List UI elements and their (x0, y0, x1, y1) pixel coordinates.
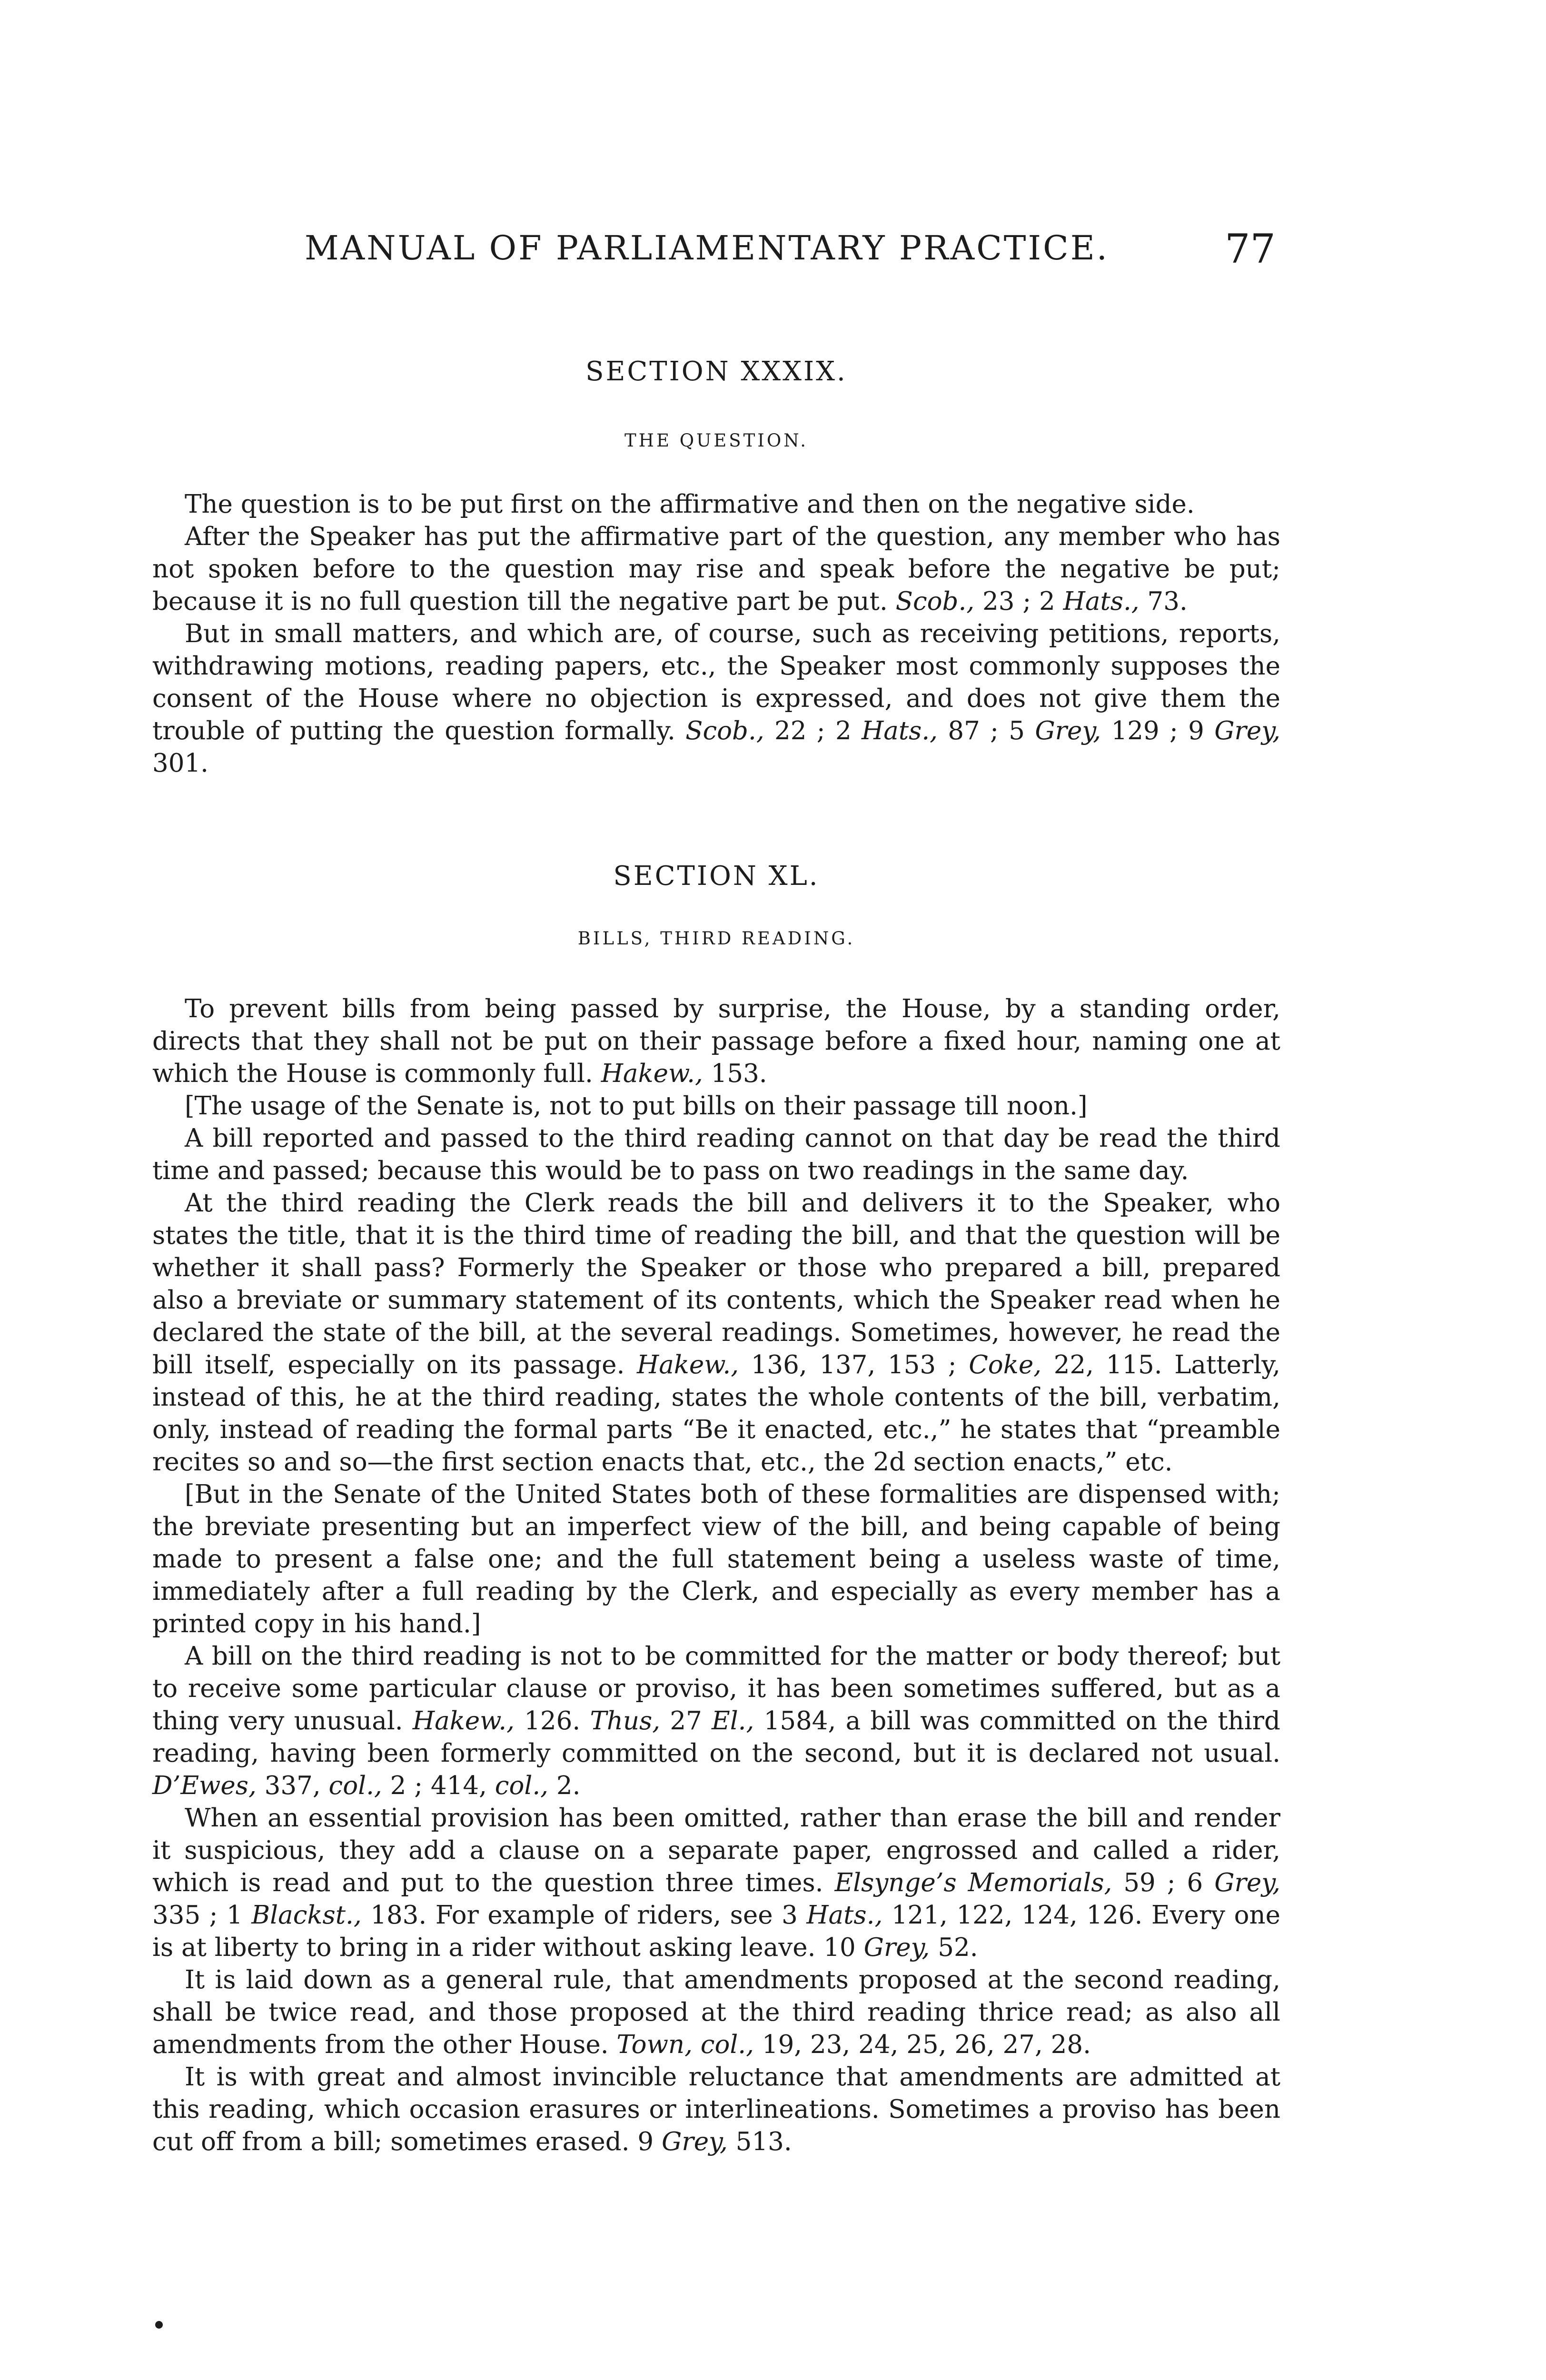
citation: Elsynge’s Memorials, (834, 1868, 1112, 1897)
citation-number: 23 ; 2 (982, 587, 1055, 616)
citation-number: 19, 23, 24, 25, 26, 27, 28. (762, 2030, 1091, 2059)
paragraph-text: 22, 115. Latterly, instead of this, he at the third reading, states the whole contents of the bill, verbatim, only, instead of reading the formal parts “Be it enacted, etc.,” he states that “preamble recites so and so—the first section enacts that, etc., the 2d section enacts,” etc. (152, 1350, 1281, 1477)
paragraph-text: 1584, a bill was committed on the third reading, having been formerly committed on the second, but it is declared not usual. (152, 1706, 1280, 1768)
paragraph-text: A bill on the third reading is not to be committed for the matter or body thereof; but to receive some particular clause or proviso, it has been sometimes suffered, but as a thing very unusual. (152, 1642, 1280, 1735)
paragraph-text: It is laid down as a general rule, that amendments proposed at the second reading, shall be twice read, and those proposed at the third reading thrice read; as also all amendments from the other House. (152, 1965, 1280, 2059)
citation: Hats., (806, 1901, 883, 1930)
citation-number: 9 (637, 2127, 654, 2156)
running-header (305, 228, 1276, 286)
running-title: MANUAL OF PARLIAMENTARY PRACTICE. (305, 228, 1110, 268)
scan-artifact-dot (155, 2321, 163, 2329)
citation-number: 73. (1147, 587, 1188, 616)
citation: Hats., (862, 716, 938, 745)
paragraph-text: But in small matters, and which are, of course, such as receiving petitions, reports, withdrawing motions, reading papers, etc., the Speaker most commonly supposes the consent of the House where no objection is expressed, and does not give them the trouble of putting the question formally. (152, 619, 1280, 745)
paragraph (152, 1187, 1280, 1478)
citation: D’Ewes, (152, 1771, 257, 1800)
paragraph-text: After the Speaker has put the affirmative part of the question, any member who has not spoken before to the question may rise and speak before the negative be put; because it is no full question till the negative part be put. (152, 522, 1280, 616)
section-40-subheading: BILLS, THIRD READING. (577, 928, 855, 949)
paragraph (152, 521, 1280, 618)
citation-number: 87 ; 5 (948, 716, 1025, 745)
citation: Grey, (1214, 716, 1280, 745)
citation: Scob., (685, 716, 764, 745)
citation-number: 129 ; 9 (1111, 716, 1204, 745)
citation-number: 513. (735, 2127, 792, 2156)
paragraph (152, 1640, 1280, 1802)
paragraph (152, 993, 1280, 1090)
citation: Grey, (662, 2127, 728, 2156)
citation: Thus, (590, 1706, 661, 1735)
citation: Coke, (969, 1350, 1042, 1379)
citation: Hakew., (601, 1059, 703, 1088)
citation-number: 153. (711, 1059, 767, 1088)
citation: Scob., (895, 587, 975, 616)
citation: Blackst., (251, 1901, 362, 1930)
citation-number: 59 ; 6 (1123, 1868, 1203, 1897)
section-39-subheading: THE QUESTION. (624, 430, 808, 451)
citation-number: 337, (264, 1771, 321, 1800)
paragraph-text: To prevent bills from being passed by surprise, the House, by a standing order, directs that they shall not be put on their passage before a fixed hour, naming one at which the House is commonly full. (152, 994, 1280, 1088)
section-39-heading: SECTION XXXIX. (585, 356, 847, 387)
paragraph: [The usage of the Senate is, not to put bills on their passage till noon.] (185, 1091, 1088, 1121)
paragraph (152, 1964, 1280, 2061)
paragraph-text: 121, 122, 124, 126. Every one is at liberty to bring in a rider without asking leave. 10 (152, 1901, 1280, 1962)
paragraph (152, 618, 1280, 780)
citation-number: 335 ; 1 (152, 1901, 243, 1930)
paragraph-text: When an essential provision has been omitted, rather than erase the bill and render it suspicious, they add a clause on a separate paper, engrossed and called a rider, which is read and put to the question three times. (152, 1804, 1280, 1897)
citation-number: 2 ; 414, (390, 1771, 487, 1800)
citation: Hats., (1063, 587, 1140, 616)
paragraph-text: At the third reading the Clerk reads the bill and delivers it to the Speaker, who states the title, that it is the third time of reading the bill, and that the question will be whether it shall pass? Formerly the Speaker or those who prepared a bill, prepared also a breviate or summary statement of its contents, which the Speaker read when he declared the state of the bill, at the several readings. Sometimes, however, he read the bill itself, especially on its passage. (152, 1189, 1280, 1379)
citation: Hakew., (636, 1350, 739, 1379)
section-39-body (152, 488, 1280, 780)
citation: Town, col., (616, 2030, 754, 2059)
citation: Grey, (1035, 716, 1101, 745)
citation: Hakew., (412, 1706, 515, 1735)
paragraph (152, 1802, 1280, 1964)
citation-number: 136, 137, 153 ; (751, 1350, 957, 1379)
citation: Grey, (863, 1933, 930, 1962)
paragraph: A bill reported and passed to the third reading cannot on that day be read the third time and passed; because this would be to pass on two readings in the same day. (152, 1124, 1280, 1185)
citation-number: 301. (152, 749, 209, 778)
paragraph (152, 2061, 1280, 2158)
paragraph-text: 183. For example of riders, see 3 (370, 1901, 798, 1930)
citation-number: 2. (556, 1771, 581, 1800)
paragraph: The question is to be put first on the affirmative and then on the negative side. (185, 490, 1195, 519)
citation: col., (328, 1771, 382, 1800)
citation: El., (712, 1706, 754, 1735)
citation-number: 27 (670, 1706, 702, 1735)
paragraph: [But in the Senate of the United States both of these formalities are dispensed with; the breviate presenting but an imperfect view of the bill, and being capable of being made to present a false one; and the full statement being a useless waste of time, immediately after a full reading by the Clerk, and especially as every member has a printed copy in his hand.] (152, 1480, 1280, 1638)
citation-number: 22 ; 2 (774, 716, 852, 745)
section-40-heading: SECTION XL. (613, 861, 820, 892)
paragraph-text: It is with great and almost invincible reluctance that amendments are admitted at this reading, which occasion erasures or interlineations. Sometimes a proviso has been cut off from a bill; sometimes erased. (152, 2063, 1280, 2156)
citation: Grey, (1214, 1868, 1280, 1897)
citation-number: 52. (938, 1933, 978, 1962)
citation: col., (495, 1771, 549, 1800)
section-40-body (152, 993, 1280, 2158)
page-number: 77 (1225, 226, 1276, 272)
citation-number: 126. (524, 1706, 581, 1735)
